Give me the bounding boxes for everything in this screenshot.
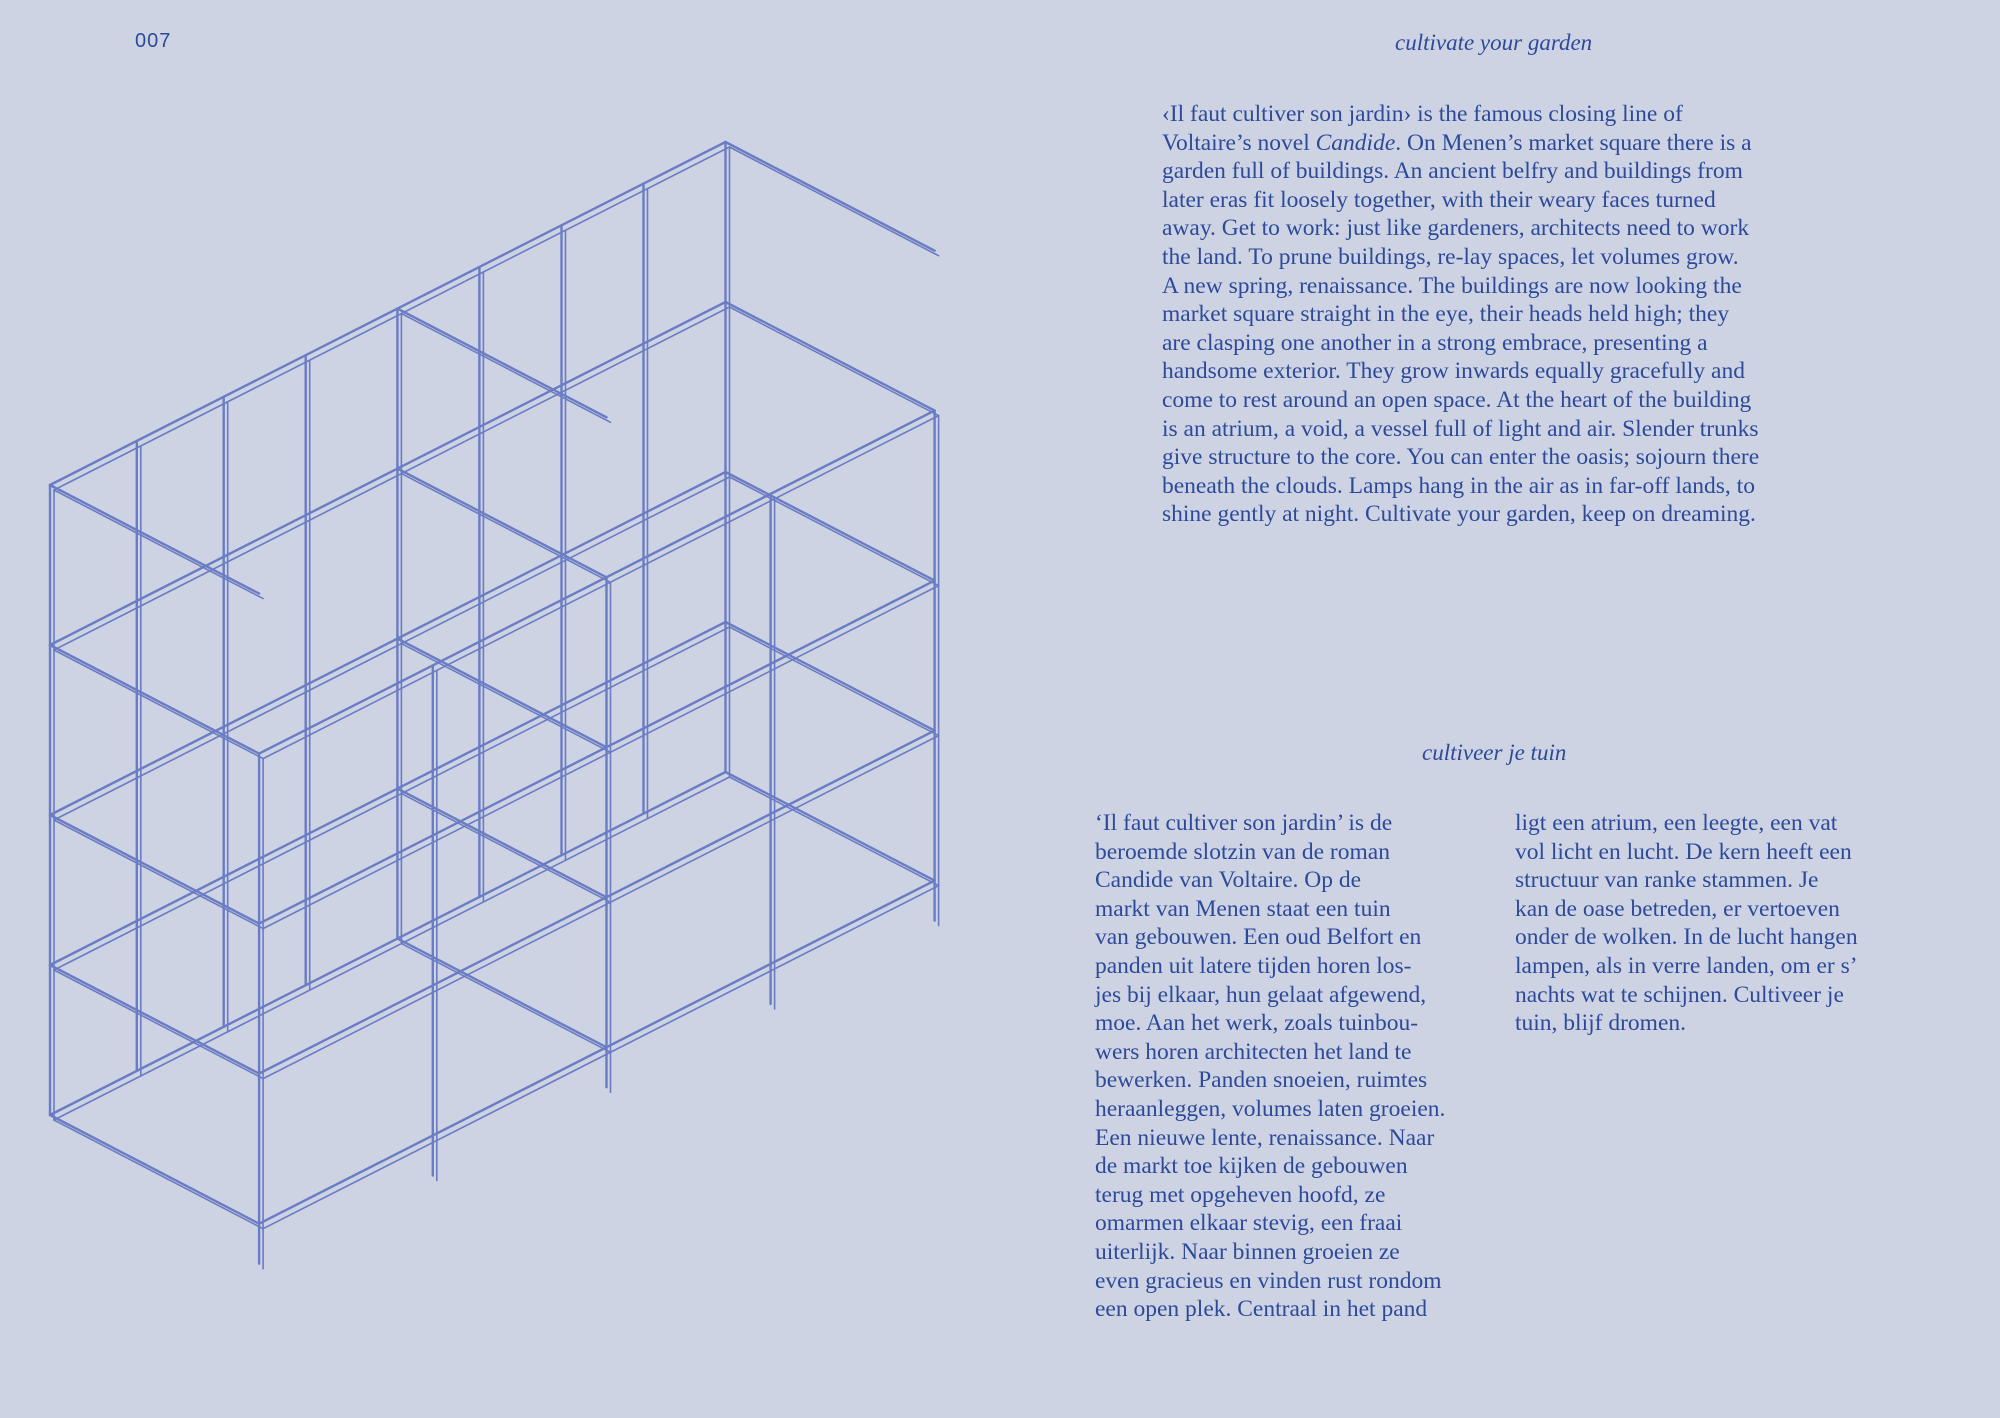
frame-member (54, 490, 263, 599)
dutch-column-left (1095, 809, 1445, 1324)
dutch-line: even gracieus en vinden rust rondom (1095, 1267, 1442, 1294)
frame-member (730, 777, 939, 886)
dutch-line: bewerken. Panden snoeien, ruimtes (1095, 1067, 1428, 1094)
dutch-line: lampen, als in verre landen, om er s’ (1515, 952, 1858, 979)
dutch-line: beroemde slotzin van de roman (1095, 838, 1390, 865)
frame-member (54, 777, 730, 1120)
frame-member (259, 881, 935, 1224)
dutch-line: structuur van ranke stammen. Je (1515, 867, 1819, 894)
dutch-section-title: cultiveer je tuin (1422, 740, 1567, 765)
frame-member (726, 622, 935, 731)
english-line: shine gently at night. Cultivate your garden, keep on dreaming. (1162, 501, 1756, 528)
frame-member (397, 789, 606, 898)
dutch-line: Een nieuwe lente, renaissance. Naar (1095, 1124, 1435, 1151)
english-line: the land. To prune buildings, re-lay spaces, let volumes grow. (1162, 243, 1739, 270)
english-line: away. Get to work: just like gardeners, architects need to work (1162, 215, 1750, 242)
frame-member (397, 639, 606, 748)
english-line-lead: Voltaire’s novel (1162, 129, 1316, 156)
dutch-line: Candide van Voltaire. Op de (1095, 867, 1362, 894)
frame-member (50, 1115, 259, 1224)
dutch-line: wers horen architecten het land te (1095, 1038, 1412, 1065)
frame-member (401, 474, 610, 583)
frame-member (263, 586, 939, 929)
english-line: beneath the clouds. Lamps hang in the air as in far-off lands, to (1162, 472, 1755, 499)
frame-lines (50, 142, 939, 1269)
frame-member (50, 142, 726, 485)
english-line-rest: . On Menen’s market square there is a (1395, 129, 1752, 156)
dutch-line: markt van Menen staat een tuin (1095, 895, 1391, 922)
frame-member (730, 147, 939, 256)
dutch-line: panden uit latere tijden horen los- (1095, 952, 1412, 979)
english-line: are clasping one another in a strong embrace, presenting a (1162, 329, 1708, 356)
dutch-line: ‘Il faut cultiver son jardin’ is de (1095, 810, 1393, 836)
frame-member (54, 1120, 263, 1229)
frame-member (54, 307, 730, 650)
dutch-line: jes bij elkaar, hun gelaat afgewend, (1095, 981, 1427, 1008)
frame-member (259, 731, 935, 1074)
frame-member (54, 477, 730, 820)
english-line: A new spring, renaissance. The buildings are now looking the (1162, 272, 1742, 299)
english-section-title: cultivate your garden (1395, 30, 1593, 55)
dutch-line: vol licht en lucht. De kern heeft een (1515, 838, 1852, 865)
isometric-frame-drawing (40, 135, 960, 1285)
dutch-line: van gebouwen. Een oud Belfort en (1095, 924, 1422, 951)
dutch-line: de markt toe kijken de gebouwen (1095, 1153, 1408, 1180)
english-paragraph (1162, 100, 1759, 529)
frame-member (50, 302, 726, 645)
frame-member (54, 627, 730, 970)
dutch-line: omarmen elkaar stevig, een fraai (1095, 1210, 1403, 1237)
frame-member (401, 314, 610, 423)
dutch-line: terug met opgeheven hoofd, ze (1095, 1181, 1386, 1208)
dutch-line: heraanleggen, volumes laten groeien. (1095, 1095, 1446, 1122)
english-line: market square straight in the eye, their heads held high; they (1162, 301, 1730, 328)
english-line: come to rest around an open space. At the heart of the building (1162, 386, 1752, 413)
dutch-line: uiterlijk. Naar binnen groeien ze (1095, 1238, 1400, 1265)
english-line (1162, 129, 1759, 158)
frame-member (730, 477, 939, 586)
frame-member (50, 472, 726, 815)
dutch-line: kan de oase betreden, er vertoeven (1515, 895, 1840, 922)
frame-member (54, 970, 263, 1079)
dutch-line: ligt een atrium, een leegte, een vat (1515, 810, 1838, 836)
frame-member (397, 309, 606, 418)
frame-member (730, 627, 939, 736)
dutch-line: moe. Aan het werk, zoals tuinbou- (1095, 1010, 1419, 1037)
frame-member (726, 302, 935, 411)
frame-member (54, 820, 263, 929)
frame-member (726, 142, 935, 251)
english-line: ‹Il faut cultiver son jardin› is the famous closing line of (1162, 101, 1683, 127)
dutch-line: een open plek. Centraal in het pand (1095, 1296, 1428, 1323)
frame-member (397, 469, 606, 578)
frame-member (726, 772, 935, 881)
frame-member (259, 581, 935, 924)
frame-member (397, 939, 606, 1048)
frame-member (730, 307, 939, 416)
dutch-line: onder de wolken. In de lucht hangen (1515, 924, 1858, 951)
frame-member (263, 886, 939, 1229)
frame-member (50, 772, 726, 1115)
english-line: is an atrium, a void, a vessel full of light and air. Slender trunks (1162, 415, 1759, 442)
english-line: garden full of buildings. An ancient belfry and buildings from (1162, 158, 1743, 185)
frame-member (50, 622, 726, 965)
frame-member (259, 411, 935, 754)
dutch-line: tuin, blijf dromen. (1515, 1010, 1687, 1037)
frame-member (263, 736, 939, 1079)
english-line: later eras fit loosely together, with their weary faces turned (1162, 186, 1716, 213)
frame-member (54, 147, 730, 490)
frame-member (54, 650, 263, 759)
english-line: give structure to the core. You can enter the oasis; sojourn there (1162, 444, 1760, 471)
page-number: 007 (135, 30, 172, 52)
english-line: handsome exterior. They grow inwards equally gracefully and (1162, 358, 1745, 385)
candide-title: Candide (1315, 129, 1396, 156)
dutch-line: nachts wat te schijnen. Cultiveer je (1515, 981, 1844, 1008)
dutch-column-right (1515, 809, 1858, 1038)
frame-member (263, 416, 939, 759)
frame-member (726, 472, 935, 581)
